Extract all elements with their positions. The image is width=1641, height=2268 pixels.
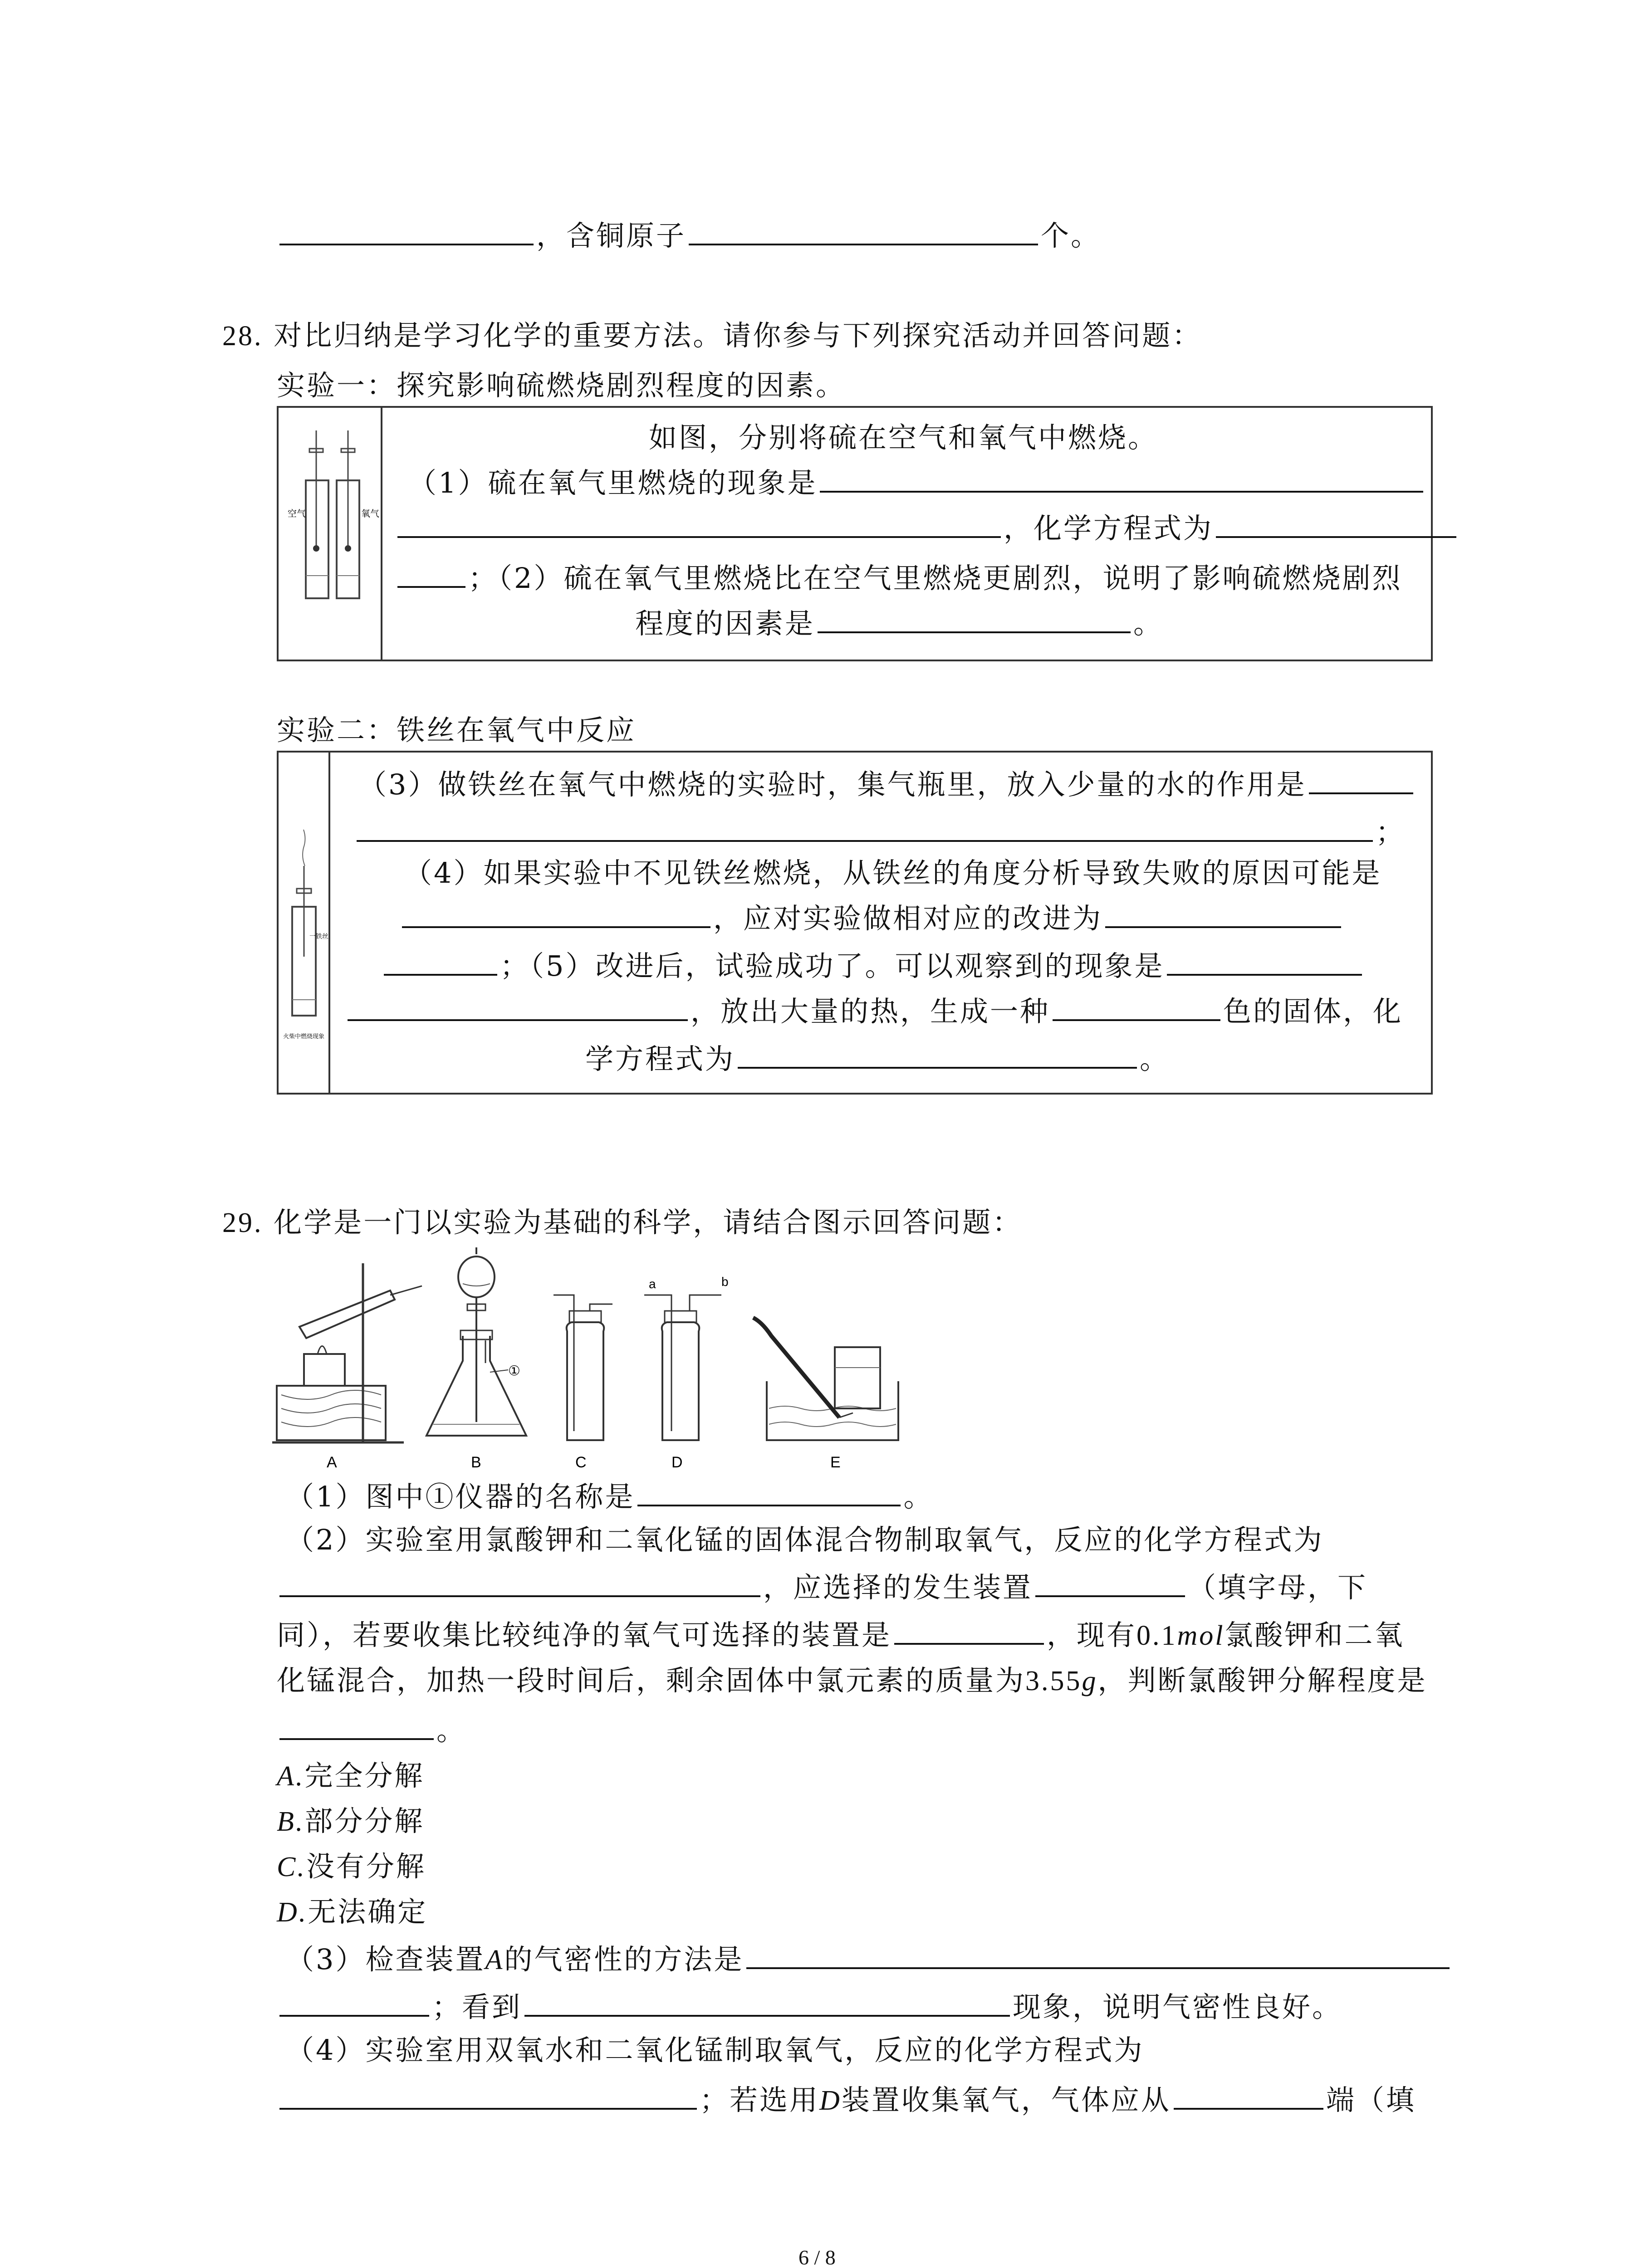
q29-p2-line3: 同），若要收集比较纯净的氧气可选择的装置是 ，现有0.1mol氯酸钾和二氧 [277,1618,1405,1652]
q28-intro: 28. 对比归纳是学习化学的重要方法。请你参与下列探究活动并回答问题： [222,319,1202,352]
q29-p3-line1: （3）检查装置A的气密性的方法是 [286,1941,1452,1978]
answer-blank[interactable] [279,1991,429,2017]
apparatus-a [272,1263,422,1471]
label-figure-caption: 火柴中燃烧现象 [283,1033,325,1040]
answer-blank[interactable] [279,1715,434,1740]
q28-exp2-title: 实验二：铁丝在氧气中反应 [277,714,637,747]
label-b: B [471,1454,481,1471]
q28-exp1-title: 实验一：探究影响硫燃烧剧烈程度的因素。 [277,369,846,402]
q29-p4-line1: （4）实验室用双氧水和二氧化锰制取氧气，反应的化学方程式为 [286,2033,1144,2067]
q29-p2-line4: 化锰混合，加热一段时间后，剩余固体中氯元素的质量为3.55g，判断氯酸钾分解程度是 [277,1664,1427,1697]
apparatus-b [426,1247,526,1471]
answer-blank[interactable] [894,1619,1044,1645]
option-a[interactable]: A.完全分解 [277,1759,425,1792]
apparatus-e [753,1318,898,1471]
label-iron-wire: 一铁丝 [309,933,328,940]
answer-blank[interactable] [1174,2084,1323,2110]
apparatus-d [644,1275,729,1471]
exp1-line3: ，化学方程式为 [395,510,1459,547]
exp2-line7: 学方程式为 。 [585,1042,1170,1075]
answer-blank[interactable] [1105,903,1341,928]
option-c[interactable]: C.没有分解 [277,1850,426,1883]
exp2-line5: ；（5）改进后，试验成功了。可以观察到的现象是 [381,948,1365,984]
label-air: 空气 [288,509,306,519]
answer-blank[interactable] [1309,769,1413,794]
answer-blank[interactable] [402,903,710,928]
label-port-b: b [721,1275,729,1289]
q29-p2-line5: 。 [277,1712,466,1749]
label-oxygen: 氧气 [361,509,379,519]
answer-blank[interactable] [384,950,497,976]
answer-blank[interactable] [818,608,1131,633]
apparatus-c [554,1295,612,1471]
table-divider [328,753,330,1093]
label-d: D [671,1454,683,1471]
label-e: E [830,1454,841,1471]
answer-blank[interactable] [637,1481,901,1506]
answer-blank[interactable] [738,1043,1137,1069]
exp2-line3: （4）如果实验中不见铁丝燃烧，从铁丝的角度分析导致失败的原因可能是 [404,856,1382,890]
q29-p2-line2: ，应选择的发生装置 （填字母，下 [277,1569,1367,1606]
option-d[interactable]: D.无法确定 [277,1895,428,1928]
exp2-line2: ； [354,814,1406,850]
answer-blank[interactable] [397,562,465,588]
q29-intro: 29. 化学是一门以实验为基础的科学，请结合图示回答问题： [222,1206,1023,1239]
exp2-line1: （3）做铁丝在氧气中燃烧的实验时，集气瓶里，放入少量的水的作用是 [358,767,1416,803]
table-divider [381,408,382,660]
option-b[interactable]: B.部分分解 [277,1804,425,1838]
page-number: 6 / 8 [798,2246,836,2268]
answer-blank[interactable] [524,1991,1010,2017]
apparatus-figure [272,1250,916,1476]
exp1-line2: （1）硫在氧气里燃烧的现象是 [408,465,1426,501]
exp2-line6: ，放出大量的热，生成一种 色的固体，化 [345,993,1403,1030]
answer-blank[interactable] [279,1572,760,1597]
answer-blank[interactable] [689,220,1038,245]
answer-blank[interactable] [397,513,1001,538]
q29-p3-line2: ；看到 现象，说明气密性良好。 [277,1989,1342,2025]
exp1-line5: 程度的因素是 。 [635,607,1164,640]
q27-tail-line: ，含铜原子 个。 [277,218,1101,254]
iron-wire-figure [283,821,326,1056]
exp1-line4: ；（2）硫在氧气里燃烧比在空气里燃烧更剧烈，说明了影响硫燃烧剧烈 [395,560,1402,596]
q29-p2-line1: （2）实验室用氯酸钾和二氧化锰的固体混合物制取氧气，反应的化学方程式为 [286,1523,1324,1556]
label-c: C [575,1454,587,1471]
sulfur-combustion-figure [288,426,379,639]
label-a: A [327,1454,337,1471]
answer-blank[interactable] [1167,950,1362,976]
exp1-line1: 如图，分别将硫在空气和氧气中燃烧。 [649,421,1158,454]
q29-p4-line2: ；若选用D装置收集氧气，气体应从 端（填 [277,2082,1416,2119]
exp2-line4: ，应对实验做相对应的改进为 [399,900,1344,937]
answer-blank[interactable] [1053,996,1220,1021]
answer-blank[interactable] [746,1944,1450,1969]
answer-blank[interactable] [279,220,534,245]
label-port-a: a [649,1277,656,1291]
answer-blank[interactable] [1216,513,1456,538]
answer-blank[interactable] [1035,1572,1185,1597]
answer-blank[interactable] [820,467,1423,493]
label-instrument-1: ① [508,1364,520,1378]
answer-blank[interactable] [279,2084,697,2110]
answer-blank[interactable] [348,996,688,1021]
answer-blank[interactable] [357,816,1373,842]
q29-p1: （1）图中①仪器的名称是 。 [286,1480,934,1513]
